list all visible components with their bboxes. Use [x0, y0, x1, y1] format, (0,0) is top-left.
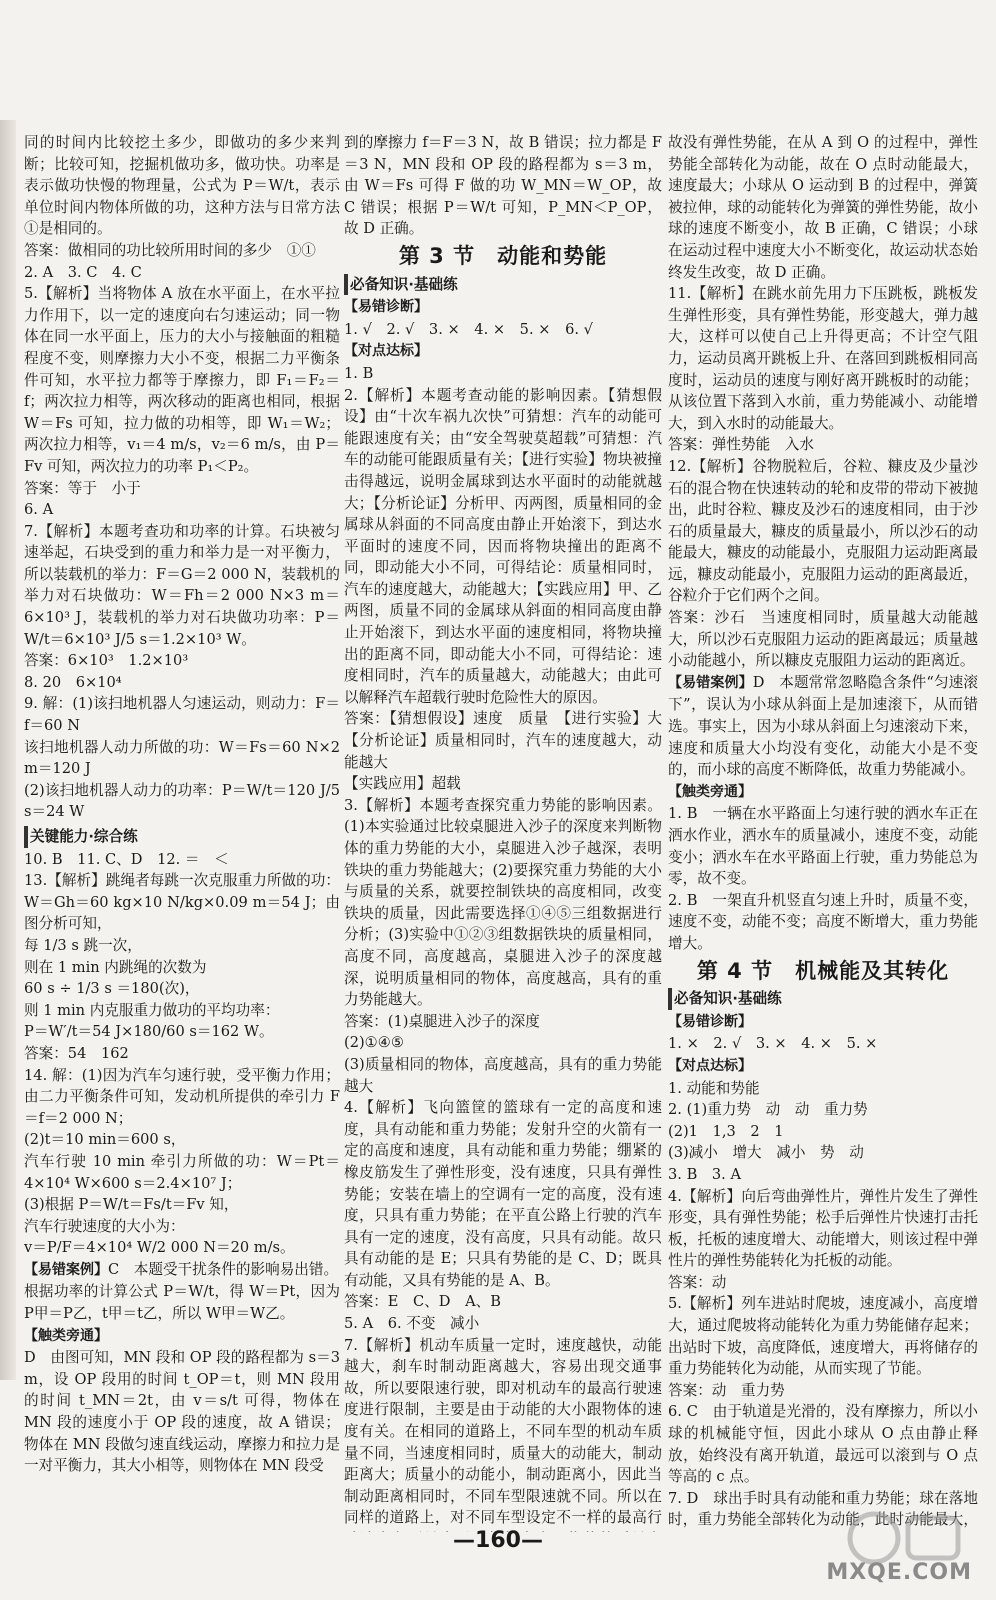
- paragraph: 13.【解析】跳绳者每跳一次克服重力所做的功：W＝Gh＝60 kg×10 N/kg×0.09 m＝54 J；由图分析可知，: [24, 872, 340, 933]
- section-bar-basic: 必备知识·基础练: [344, 274, 662, 296]
- section-bar-key-ability: 关键能力·综合练: [24, 826, 340, 848]
- answer-line: (2)1 1,3 2 1: [668, 1122, 784, 1140]
- paragraph: 同的时间内比较挖土多少，即做功的多少来判断；比较可知，挖掘机做功多，做功快。功率是表示做功快慢的物理量，公式为 P＝W/t，表示单位时间内物体所做的功，这种方法与日常方法①是相同的。: [24, 134, 340, 238]
- tag-error-case: 【易错案例】: [24, 1261, 108, 1278]
- tag-line: 【对点达标】: [344, 343, 428, 360]
- answer-line: (3)减小 增大 减小 势 动: [668, 1144, 864, 1162]
- paragraph: 汽车行驶速度的大小为：: [24, 1217, 185, 1235]
- paragraph: 7.【解析】机动车质量一定时，速度越快，动能越大，刹车时制动距离越大，容易出现交通事故，所以要限速行驶，即对机动车的最高行驶速度进行限制，主要是由于动能的大小跟物体的速度有关。在相同的道路上，不同车型的机动车质量不同，当速度相同时，质量大的动能大，制动距离大；质量小的动能小，制动距离小，因此当制动距离相同时，不同车型限速就不同。所以在同样的道路上，对不同车型设定不一样的最高行: [344, 1336, 662, 1527]
- answer-line: 答案：动 重力势: [668, 1381, 785, 1399]
- paragraph: 5.【解析】列车进站时爬坡，速度减小，高度增大，通过爬坡将动能转化为重力势能储存起来；出站时下坡，高度降低，速度增大，再将储存的重力势能转化为动能，从而实现了节能。: [668, 1295, 978, 1378]
- tag-line: [668, 781, 978, 804]
- answer-line: 1. √ 2. √ 3. × 4. × 5. × 6. √: [344, 320, 593, 338]
- answer-line: 1. B: [344, 364, 374, 382]
- answer-line: 答案：动: [668, 1273, 727, 1291]
- answer-line: 2. (1)重力势 动 动 重力势: [668, 1101, 868, 1119]
- paragraph: 每 1/3 s 跳一次，: [24, 936, 142, 954]
- column-right: [668, 132, 978, 1532]
- answer-line: 3. B 3. A: [668, 1165, 741, 1183]
- paragraph: D 由图可知，MN 段和 OP 段的路程都为 s＝3 m，设 OP 段用的时间 t_OP＝t，则 MN 段用的时间 t_MN＝2t，由 v＝s/t 可得，物体在 MN 段的速度小于 OP 段的速度，故 A 错误；物体在 MN 段做匀速直线运动，摩擦力和拉力是一对平衡力，其大小相等，则物体在 MN 段受: [24, 1349, 340, 1475]
- paragraph: (2)该扫地机器人动力的功率：P＝W/t＝120 J/5 s＝24 W: [24, 781, 340, 821]
- paragraph: (3)根据 P＝W/t＝Fs/t＝Fv 知，: [24, 1196, 239, 1214]
- answer-line: 5. A 6. 不变 减小: [344, 1315, 480, 1333]
- paragraph: 2.【解析】本题考查动能的影响因素。【猜想假设】由“十次车祸九次快”可猜想：汽车的动能可能跟速度有关；由“安全驾驶莫超载”可猜想：汽车的动能可能跟质量有关；【进行实验】物块被撞击得越远，说明金属球到达水平面时的动能就越大；【分析论证】分析甲、丙两图，质量相同的金属球从斜面的不同高度由静止开始滚下，到达水平面时的速度不同，因而将物块撞出的距离不同，即动能大小不同，可得结论：质量相同时，汽车的速度越大，动能越大；【实践应用】甲、乙两图，质量不同的金属球从斜面的相同高度由静止开始滚下，到达水平面的速度相同，将物块撞出的距离不同，即动能大小不同，可得结论：速度相同时，汽车的质量越大，动能越大；由此可以解释汽车超载行驶时危险性大的原因。: [344, 386, 662, 706]
- answer-line: 答案：做相同的功比较所用时间的多少 ①①: [24, 241, 316, 259]
- paragraph: 7. D 球出手时具有动能和重力势能；球在落地时，重力势能全部转化为动能，此时动能最大，: [668, 1489, 978, 1529]
- answer-line: 1. × 2. √ 3. × 4. × 5. ×: [668, 1035, 878, 1053]
- paragraph: 【易错案例】C 本题受干扰条件的影响易出错。: [24, 1260, 339, 1278]
- paragraph: 60 s ÷ 1/3 s ＝180(次)，: [24, 980, 200, 998]
- column-left: [24, 132, 340, 1532]
- answer-line: 2. A 3. C 4. C: [24, 263, 142, 281]
- paragraph: v＝P/F＝4×10⁴ W/2 000 N＝20 m/s。: [24, 1239, 295, 1257]
- paragraph: 2. B 一架直升机竖直匀速上升时，质量不变，速度不变，动能不变；高度不断增大，重力势能增大。: [668, 891, 978, 952]
- paragraph: 4.【解析】向后弯曲弹性片，弹性片发生了弹性形变，具有弹性势能；松手后弹性片快速打击托板，托板的速度增大、动能增大，则该过程中弹性片的弹性势能转化为托板的动能。: [668, 1187, 978, 1270]
- tag-line: 【易错诊断】: [668, 1013, 752, 1030]
- book-spine: [0, 120, 16, 1380]
- section-bar-basic: 必备知识·基础练: [668, 988, 978, 1010]
- column-middle: [344, 132, 662, 1532]
- tag-error-case: 【易错案例】: [668, 674, 753, 691]
- answer-line: 10. B 11. C、D 12. ＝ ＜: [24, 850, 229, 868]
- paragraph: 则在 1 min 内跳绳的次数为: [24, 958, 207, 976]
- answer-line: (3)质量相同的物体，高度越高，具有的重力势能越大: [344, 1055, 662, 1095]
- paragraph: 12.【解析】谷物脱粒后，谷粒、糠皮及少量沙石的混合物在快速转动的轮和皮带的带动下被抛出，此时谷粒、糠皮及沙石的速度相同，由于沙石的质量最大，糠皮的质量最小，所以沙石的动能最大，糠皮的动能最小，克服阻力运动距离最远，糠皮动能最小，克服阻力运动的距离最近，谷粒介于它们两个之间。: [668, 457, 978, 605]
- paragraph: 3.【解析】本题考查探究重力势能的影响因素。(1)本实验通过比较桌腿进入沙子的深度来判断物体的重力势能的大小，桌腿进入沙子越深，表明铁块的重力势能越大；(2)要探究重力势能的大小与质量的关系，就要控制铁块的高度相同，改变铁块的质量，因此需要选择①④⑤三组数据进行分析；(3)实验中①②③组数据铁块的质量相同，高度不同，高度越高，桌腿进入沙子的深度越深，说明质量相同的物体，高度越高，具有的重力势能越大。: [344, 796, 662, 1009]
- tag-analogy: 【触类旁通】: [668, 783, 752, 800]
- answer-line: 8. 20 6×10⁴: [24, 673, 122, 691]
- paragraph: 14. 解：(1)因为汽车匀速行驶，受平衡力作用；由二力平衡条件可知，发动机所提供的牵引力 F＝f＝2 000 N；: [24, 1066, 340, 1127]
- answer-line: 答案：【猜想假设】速度 质量 【进行实验】大 【分析论证】质量相同时，汽车的速度越大，动能越大: [344, 710, 662, 771]
- answer-line: 1. 动能和势能: [668, 1079, 760, 1097]
- tag-line: 【对点达标】: [668, 1057, 752, 1074]
- paragraph: 该扫地机器人动力所做的功：W＝Fs＝60 N×2 m＝120 J: [24, 738, 340, 778]
- section-title-4: 第 4 节 机械能及其转化: [696, 958, 950, 983]
- paragraph: 则 1 min 内克服重力做功的平均功率：: [24, 1001, 280, 1019]
- page-number: —160—: [453, 1528, 543, 1553]
- watermark-text: MXQE.COM: [826, 1560, 972, 1585]
- answer-line: 答案：(1)桌腿进入沙子的深度: [344, 1012, 540, 1030]
- paragraph: P＝W′/t＝54 J×180/60 s＝162 W。: [24, 1023, 274, 1041]
- answer-line: 答案：弹性势能 入水: [668, 436, 814, 454]
- answer-line: 【实践应用】超载: [344, 775, 461, 793]
- answer-line: 答案：E C、D A、B: [344, 1293, 501, 1311]
- answer-line: 答案：等于 小于: [24, 479, 141, 497]
- paragraph: 11.【解析】在跳水前先用力下压跳板，跳板发生弹性形变，具有弹性势能，形变越大，弹力越大，这样可以使自己上升得更高；不计空气阻力，运动员离开跳板上升、在落回到跳板相同高度时，运动员的速度与刚好离开跳板时的动能；从该位置下落到入水前，重力势能减小、动能增大，到入水时的动能最大。: [668, 285, 978, 432]
- paragraph: (2)t＝10 min＝600 s，: [24, 1131, 186, 1149]
- paragraph: 9. 解：(1)该扫地机器人匀速运动，则动力：F＝f＝60 N: [24, 695, 340, 735]
- section-title-3: 第 3 节 动能和势能: [398, 243, 608, 268]
- paragraph: 汽车行驶 10 min 牵引力所做的功：W＝Pt＝4×10⁴ W×600 s＝2.4×10⁷ J；: [24, 1152, 340, 1192]
- tag-analogy: 【触类旁通】: [24, 1327, 108, 1344]
- paragraph: 6. C 由于轨道是光滑的，没有摩擦力，所以小球的机械能守恒，因此小球从 O 点由静止释放，始终没有离开轨道，最远可以滚到与 O 点等高的 c 点。: [668, 1403, 978, 1486]
- paragraph: 4.【解析】飞向篮筐的篮球有一定的高度和速度，具有动能和重力势能；发射升空的火箭有一定的高度和速度，具有动能和重力势能；绷紧的橡皮筋发生了弹性形变，没有速度，只具有弹性势能；安装在墙上的空调有一定的高度，没有速度，只具有重力势能；在平直公路上行驶的汽车具有一定的速度，没有高度，只具有动能。故只具有动能的是 E；只具有势能的是 C、D；既具有动能，又具有势能的是 A、B。: [344, 1099, 662, 1289]
- answer-line: 答案：6×10³ 1.2×10³: [24, 652, 189, 670]
- paragraph: [24, 1325, 340, 1348]
- answer-line: 答案：54 162: [24, 1044, 129, 1062]
- answer-line: 答案：沙石 当速度相同时，质量越大动能越大，所以沙石克服阻力运动的距离最远；质量越小动能越小，所以糠皮克服阻力运动的距离近。: [668, 609, 978, 670]
- tag-line: 【易错诊断】: [344, 299, 428, 316]
- paragraph: 到的摩擦力 f＝F＝3 N，故 B 错误；拉力都是 F＝3 N，MN 段和 OP 段的路程都为 s＝3 m，由 W＝Fs 可得 F 做的功 W_MN＝W_OP，故 C 错误；根据 P＝W/t 可知，P_MN＜P_OP，故 D 正确。: [344, 134, 662, 238]
- paragraph: 故没有弹性势能，在从 A 到 O 的过程中，弹性势能全部转化为动能，故在 O 点时动能最大，速度最大；小球从 O 运动到 B 的过程中，弹簧被拉伸，球的动能转化为弹簧的弹性势能，故小球的速度不断变小，故 B 正确，C 错误；小球在运动过程中速度大小不断变化，故运动状态始终发生改变，故 D 正确。: [668, 134, 978, 281]
- paragraph: 7.【解析】本题考查功和功率的计算。石块被匀速举起，石块受到的重力和举力是一对平衡力，所以装载机的举力：F＝G＝2 000 N，装载机的举力对石块做功：W＝Fh＝2 000 N×3 m＝6×10³ J，装载机的举力对石块做功功率：P＝W/t＝6×10³ J/5 s＝1.2×10³ W。: [24, 522, 340, 648]
- paragraph: 5.【解析】当将物体 A 放在水平面上，在水平拉力作用下，以一定的速度向右匀速运动；同一物体在同一水平面上，压力的大小与接触面的粗糙程度不变，则摩擦力大小不变，根据二力平衡条件可知，水平拉力都等于摩擦力，即 F₁＝F₂＝f；两次拉力相等，两次移动的距离也相同，根据 W＝Fs 可知，拉力做的功相等，即 W₁＝W₂；两次拉力相等，v₁＝4 m/s，v₂＝6 m/s，由 P＝Fv 可知，两次拉力的功率 P₁＜P₂。: [24, 285, 340, 475]
- answer-line: 6. A: [24, 501, 54, 519]
- paragraph: 1. B 一辆在水平路面上匀速行驶的洒水车正在洒水作业，洒水车的质量减小，速度不变，动能变小；洒水车在水平路面上行驶，重力势能总为零，故不变。: [668, 805, 978, 888]
- paragraph: 【易错案例】D 本题常常忽略隐含条件“匀速滚下”，误认为小球从斜面上是加速滚下，从而错选。事实上，因为小球从斜面上匀速滚动下来，速度和质量大小均没有变化，动能大小是不变的，而小球的高度不断降低，故重力势能减小。: [668, 673, 978, 779]
- paragraph: 根据功率的计算公式 P＝W/t，得 W＝Pt，因为 P甲＝P乙，t甲＝t乙，所以 W甲＝W乙。: [24, 1283, 340, 1323]
- answer-line: (2)①④⑤: [344, 1034, 404, 1052]
